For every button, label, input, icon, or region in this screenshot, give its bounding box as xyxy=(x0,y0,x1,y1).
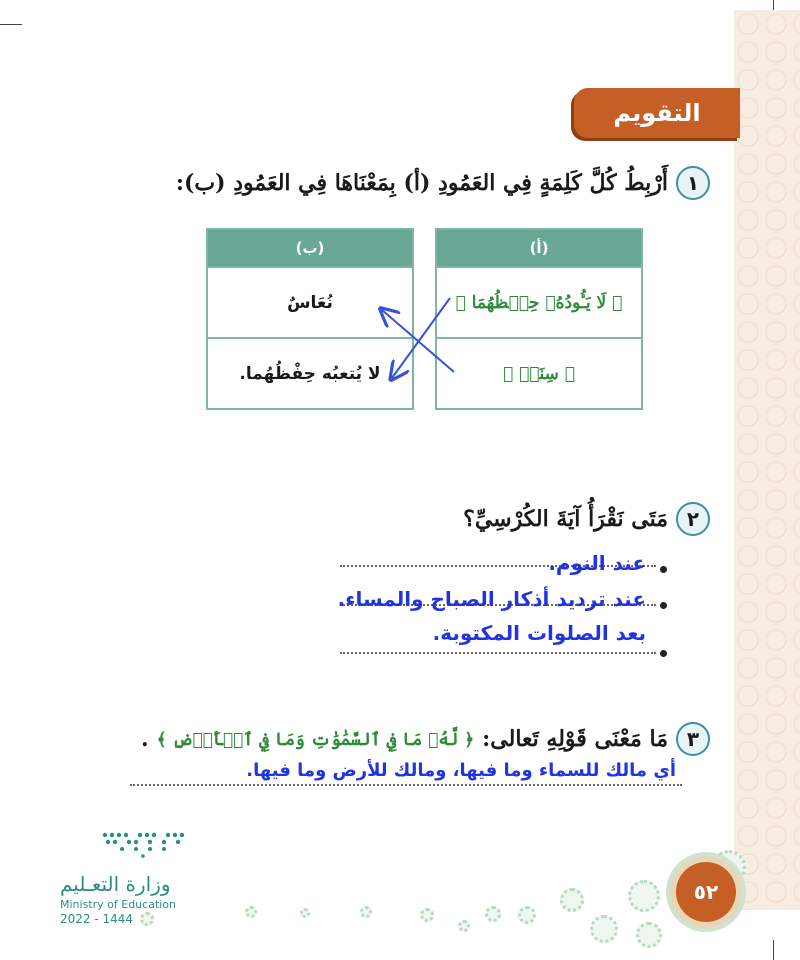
decorative-flower xyxy=(590,915,618,943)
crop-mark xyxy=(0,24,22,25)
edition-year: 2022 - 1444 xyxy=(60,912,134,926)
column-a-row-2: ﴿ سِنَةٞ ﴾ xyxy=(437,337,641,408)
decorative-flower xyxy=(420,908,434,922)
column-b-row-1: نُعَاسٌ xyxy=(208,266,412,337)
bullet-icon xyxy=(660,602,667,609)
answer-text: أي مالك للسماء وما فيها، ومالك للأرض وما فيها. xyxy=(246,760,676,781)
column-a-row-1: ﴿ لَا يَـُٔودُهُۥ حِفۡظُهُمَا ﴾ xyxy=(437,266,641,337)
question-number: ٢ xyxy=(676,502,710,536)
question-text: أَرْبِطُ كُلَّ كَلِمَةٍ فِي العَمُودِ (أ) بِمَعْنَاهَا فِي العَمُودِ (ب): xyxy=(175,170,668,196)
decorative-flower xyxy=(458,920,470,932)
decorative-flower xyxy=(628,880,660,912)
decorative-flower xyxy=(300,908,310,918)
bullet-icon xyxy=(660,650,667,657)
answer-text: بعد الصلوات المكتوبة. xyxy=(432,621,646,645)
bullet-icon xyxy=(660,566,667,573)
answer-line xyxy=(340,652,656,654)
column-b-row-2: لا يُتعبُه حِفْظُهُما. xyxy=(208,337,412,408)
decorative-side-pattern xyxy=(734,10,800,910)
decorative-flower xyxy=(245,906,257,918)
answer-line xyxy=(130,784,682,786)
page-number-badge: ٥٢ xyxy=(676,862,736,922)
question-text-end: . xyxy=(141,726,149,752)
ministry-logo xyxy=(30,830,200,950)
question-1 xyxy=(176,166,710,200)
question-2 xyxy=(463,502,710,536)
decorative-flower xyxy=(518,906,536,924)
question-text: مَتَى نَقْرَأُ آيَةَ الكُرْسِيِّ؟ xyxy=(463,506,668,532)
decorative-flower xyxy=(485,906,501,922)
arrow-line xyxy=(392,298,450,378)
question-number: ٣ xyxy=(676,722,710,756)
column-a-header: (أ) xyxy=(437,230,641,266)
arrow-line xyxy=(382,310,454,372)
answer-text: عند النوم. xyxy=(548,551,646,575)
crop-mark xyxy=(773,940,774,960)
question-number: ١ xyxy=(676,166,710,200)
ministry-name-en: Ministry of Education xyxy=(60,898,177,911)
question-3 xyxy=(141,722,710,756)
decorative-flower xyxy=(636,922,662,948)
decorative-flower xyxy=(560,888,584,912)
ministry-dots-icon xyxy=(100,830,190,860)
quran-verse: ﴿ لَّهُۥ مَا فِي ٱلسَّمَٰوَٰتِ وَمَا فِي ٱلۡأَرۡضِ ﴾ xyxy=(156,729,475,750)
section-title-badge: التقويم xyxy=(574,88,740,138)
question-text: مَا مَعْنَى قَوْلِهِ تَعالى: xyxy=(482,726,668,752)
decorative-flower xyxy=(140,912,154,926)
answer-text: عند ترديد أذكار الصباح والمساء. xyxy=(337,587,646,611)
ministry-name-ar: وزارة التعـليم xyxy=(60,872,171,896)
decorative-flower xyxy=(360,906,372,918)
matching-arrows xyxy=(360,290,470,390)
column-b-header: (ب) xyxy=(208,230,412,266)
